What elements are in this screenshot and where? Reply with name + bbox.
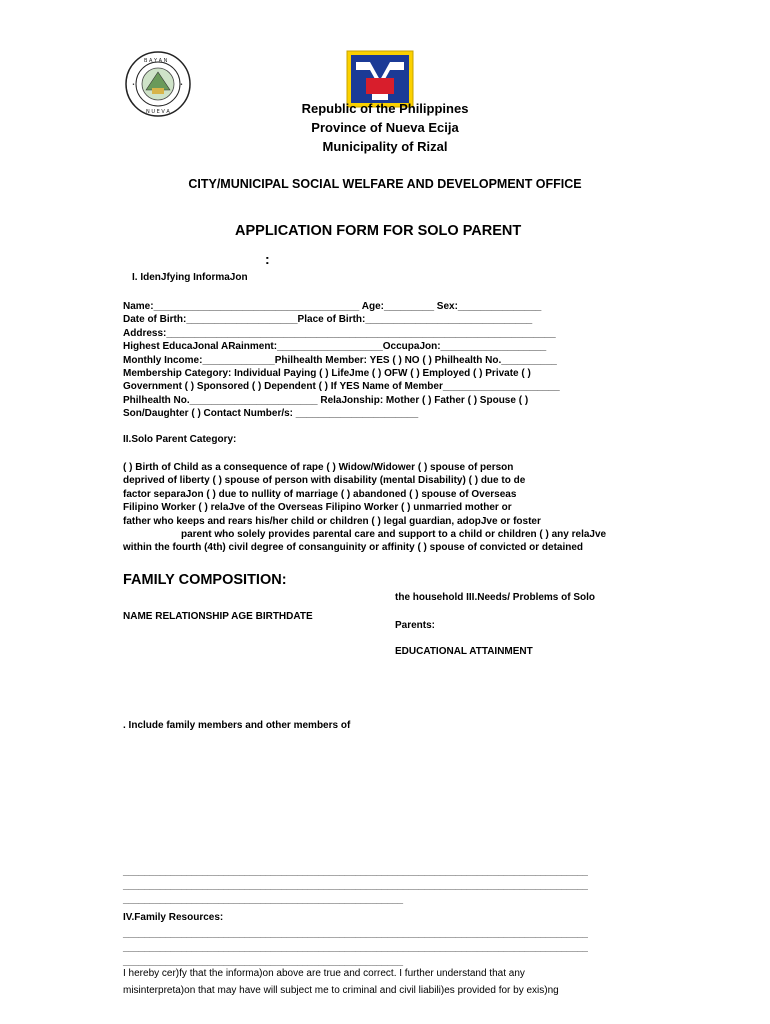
form-line: Son/Daughter ( ) Contact Number/s: ______________________: [123, 408, 419, 420]
blank-line: ________________________________________________________________________________________: [123, 881, 588, 892]
section-4-title: IV.Family Resources:: [123, 912, 224, 923]
header-line-1: Republic of the Philippines: [301, 101, 469, 116]
identifying-info: [123, 300, 560, 421]
form-line: Highest EducaJonal ARainment:___________________OccupaJon:___________________: [123, 341, 547, 353]
needs-heading: the household III.Needs/ Problems of Solo: [395, 592, 596, 603]
form-line: Address:______________________________________________________________________: [123, 327, 556, 339]
section-2-title: II.Solo Parent Category:: [123, 434, 237, 445]
needs-lines: [123, 866, 588, 908]
resources-lines: [123, 928, 588, 970]
category-line: within the fourth (4th) civil degree of consanguinity or affinity ( ) spouse of convicted or detained: [123, 542, 584, 554]
blank-line: ________________________________________________________________________________________: [123, 929, 588, 940]
form-line: Monthly Income:_____________Philhealth Member: YES ( ) NO ( ) Philhealth No.__________: [123, 354, 557, 366]
category-line: father who keeps and rears his/her child or children ( ) legal guardian, adopJve or foster: [123, 515, 541, 527]
family-composition-title: FAMILY COMPOSITION:: [123, 572, 287, 588]
form-line: Date of Birth:____________________Place of Birth:______________________________: [123, 314, 533, 326]
title-colon: :: [265, 251, 270, 267]
family-columns: NAME RELATIONSHIP AGE BIRTHDATE: [123, 611, 313, 622]
certification-line-1: I hereby cer)fy that the informa)on above are true and correct. I further understand that any: [123, 968, 525, 979]
category-line: factor separaJon ( ) due to nullity of marriage ( ) abandoned ( ) spouse of Overseas: [123, 488, 517, 500]
category-line: parent who solely provides parental care and support to a child or children ( ) any relaJve: [181, 529, 607, 541]
svg-text:•: •: [180, 82, 183, 88]
educational-attainment: EDUCATIONAL ATTAINMENT: [395, 646, 533, 657]
header-line-2: Province of Nueva Ecija: [311, 120, 459, 135]
blank-line: ________________________________________________________________________________________: [123, 943, 588, 954]
solo-parent-category: [123, 461, 606, 555]
category-line: Filipino Worker ( ) relaJve of the Overseas Filipino Worker ( ) unmarried mother or: [123, 502, 512, 514]
svg-text:N U E V A: N U E V A: [146, 109, 170, 115]
form-line: Philhealth No._______________________ RelaJonship: Mother ( ) Father ( ) Spouse ( ): [123, 394, 529, 406]
svg-text:B A Y A N: B A Y A N: [144, 58, 168, 64]
category-line: deprived of liberty ( ) spouse of person with disability (mental Disability) ( ) due to de: [123, 475, 526, 487]
section-1-title: I. IdenJfying InformaJon: [132, 272, 248, 283]
header-line-3: Municipality of Rizal: [322, 139, 448, 154]
form-line: Government ( ) Sponsored ( ) Dependent ( ) If YES Name of Member_____________________: [123, 381, 560, 393]
family-note: . Include family members and other members of: [123, 720, 351, 731]
form-line: Membership Category: Individual Paying ( ) LifeJme ( ) OFW ( ) Employed ( ) Private ( ): [123, 368, 531, 380]
svg-text:•: •: [132, 82, 135, 88]
office-name: CITY/MUNICIPAL SOCIAL WELFARE AND DEVELOPMENT OFFICE: [188, 177, 582, 191]
form-title: APPLICATION FORM FOR SOLO PARENT: [235, 223, 522, 239]
form-line: Name:_____________________________________ Age:_________ Sex:_______________: [123, 301, 542, 312]
blank-line: ________________________________________________________________________________________: [123, 867, 588, 878]
blank-line: _____________________________________________________: [123, 957, 404, 968]
parents-label: Parents:: [395, 620, 436, 631]
blank-line: _____________________________________________________: [123, 895, 404, 906]
category-line: ( ) Birth of Child as a consequence of rape ( ) Widow/Widower ( ) spouse of person: [123, 462, 514, 473]
agency-logo: [346, 50, 414, 108]
certification-line-2: misinterpreta)on that may have will subject me to criminal and civil liabili)es provided for by exis)ng: [123, 985, 559, 996]
